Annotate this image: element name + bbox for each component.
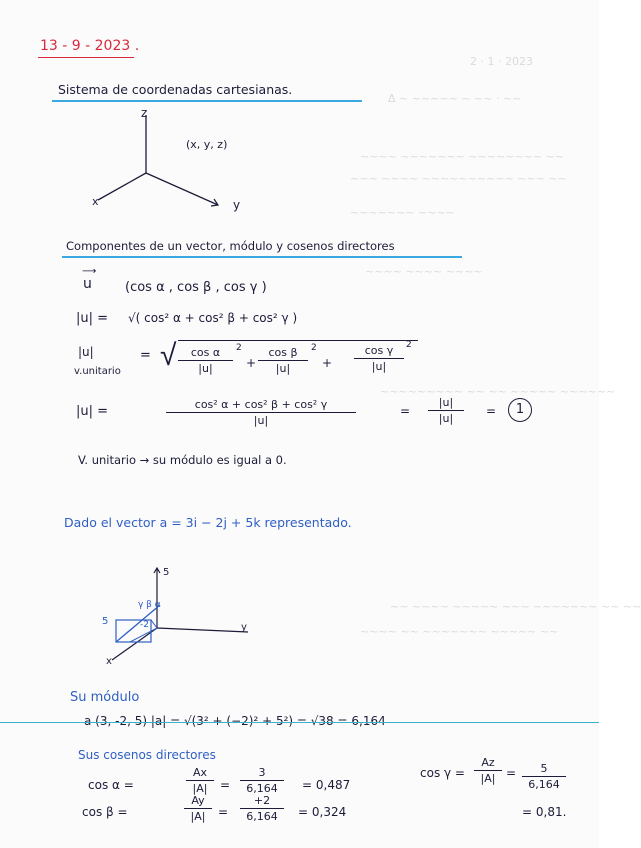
diagram-axis-y: y <box>241 622 247 633</box>
unit-term-alpha: cos α |u| <box>178 346 233 375</box>
vector-arrow-icon: ⟶ <box>82 266 97 277</box>
result-circled: 1 <box>508 398 532 422</box>
line3-fraction2: |u| |u| <box>428 396 464 425</box>
date-underline <box>38 57 134 58</box>
vector-u: u <box>83 276 92 292</box>
diagram-point-neg2: -2 <box>140 620 149 630</box>
equals-sign: = <box>486 404 497 418</box>
cos-beta-fraction2: +2 6,164 <box>240 794 284 823</box>
sqrt-sign: √ <box>160 338 177 373</box>
date: 13 - 9 - 2023 . <box>40 38 140 54</box>
cos-triplet: (cos α , cos β , cos γ ) <box>125 280 267 295</box>
line3-lhs: |u| = <box>76 404 109 419</box>
showthrough-text: ~~~~~~~~~ ~~ ~~ ~~~~~ ~~~~~~ <box>380 385 616 398</box>
exponent-2: 2 <box>311 343 317 353</box>
unit-vector-note: V. unitario → su módulo es igual a 0. <box>78 453 287 467</box>
equals-sign: = <box>506 766 517 780</box>
axis-z-label: z <box>141 106 148 120</box>
plus-sign: + <box>322 356 333 370</box>
cos-beta-value: = 0,324 <box>298 805 347 819</box>
diagram-axis-5: 5 <box>163 567 170 578</box>
cos-alpha-value: = 0,487 <box>302 778 351 792</box>
showthrough-text: Δ ~ ~~~~~ ~ ~~ · ~~ <box>388 92 522 105</box>
cosines-title: Sus cosenos directores <box>78 748 216 762</box>
equals-sign: = <box>220 778 231 792</box>
cos-gamma-fraction: Az |A| <box>474 756 502 785</box>
cos-alpha-fraction2: 3 6,164 <box>240 766 284 795</box>
unit-vector-label: v.unitario <box>74 366 121 377</box>
equals-sign: = <box>140 348 151 363</box>
vector-a-diagram <box>100 560 260 670</box>
modulus-calculation: a (3, -2, 5) |a| = √(3² + (−2)² + 5²) = √38 = 6,164 <box>84 714 386 728</box>
title-underline <box>52 100 362 102</box>
sqrt-bar <box>178 340 418 341</box>
showthrough-text: ~~ ~~~~ ~~~~~ ~~~ ~~~~~~~ ~~ ~~ <box>390 600 641 613</box>
cos-beta-label: cos β = <box>82 805 128 819</box>
exponent-2: 2 <box>236 343 242 353</box>
cos-gamma-label: cos γ = <box>420 766 465 780</box>
showthrough-text: ~~~~ ~~ ~~~~~~~ ~~~~~ ~~ <box>360 625 559 638</box>
showthrough-text: ~~~~~~~ ~~~~ <box>350 206 455 219</box>
vector-statement: Dado el vector a = 3i − 2j + 5k representado. <box>64 515 352 530</box>
axis-y-label: y <box>233 198 241 212</box>
cos-beta-fraction: Ay |A| <box>184 794 212 823</box>
point-coordinates: (x, y, z) <box>186 138 228 151</box>
showthrough-text: ~~~ ~~~~ ~~~~~~~~~~ ~~~ ~~ <box>350 172 567 185</box>
equals-sign: = <box>400 404 411 418</box>
showthrough-text: 2 · 1 · 2023 <box>470 55 533 68</box>
page-margin-line <box>0 722 599 723</box>
exponent-2: 2 <box>406 340 412 350</box>
unit-term-beta: cos β |u| <box>258 346 308 375</box>
modulus-rhs: √( cos² α + cos² β + cos² γ ) <box>128 311 298 325</box>
cos-alpha-label: cos α = <box>88 778 134 792</box>
axis-x-label: x <box>92 195 99 208</box>
modulus-lhs: |u| = <box>76 311 109 326</box>
diagram-axis-x: x <box>106 656 112 667</box>
diagram-point-5: 5 <box>102 616 109 627</box>
equals-sign: = <box>218 805 229 819</box>
line3-fraction: cos² α + cos² β + cos² γ |u| <box>166 398 356 427</box>
showthrough-text: ~~~~ ~~~~ ~~~~ <box>365 265 483 278</box>
modulus-title: Su módulo <box>70 690 140 705</box>
section-title-coordinates: Sistema de coordenadas cartesianas. <box>58 82 293 97</box>
cos-gamma-value: = 0,81. <box>522 805 567 819</box>
cos-alpha-fraction: Ax |A| <box>186 766 214 795</box>
showthrough-text: ~~~~ ~~~~~~~ ~~~~~~~~ ~~ <box>360 150 565 163</box>
section-title-components: Componentes de un vector, módulo y cosenos directores <box>66 239 395 253</box>
unit-term-gamma: cos γ |u| <box>354 344 404 373</box>
unit-lhs: |u| <box>78 345 94 359</box>
diagram-angles: γ β α <box>138 600 161 610</box>
title-underline <box>62 256 462 258</box>
plus-sign: + <box>246 356 257 370</box>
cos-gamma-fraction2: 5 6,164 <box>522 762 566 791</box>
